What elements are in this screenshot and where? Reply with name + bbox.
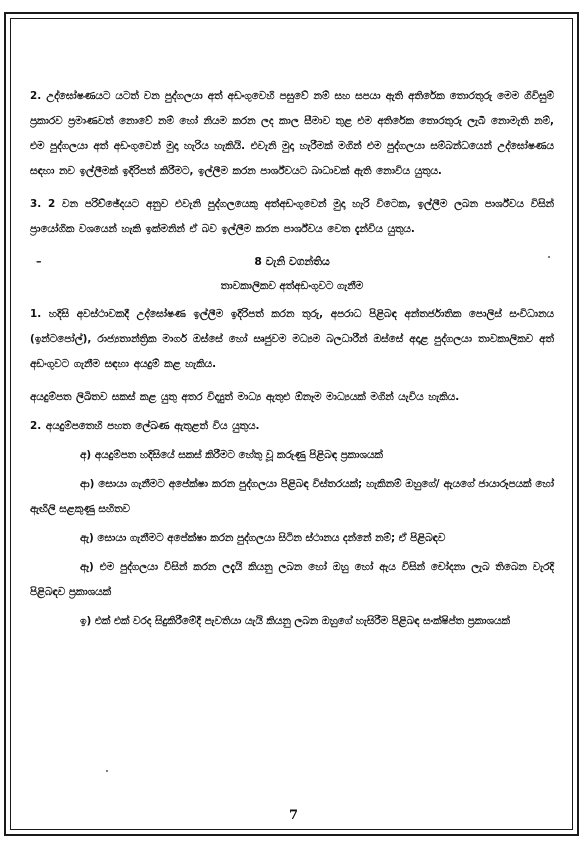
list-item: අ) අයදුම්පත හදිසියේ සකස් කිරීමට හේතු වූ කරුණු පිළිබඳ ප්‍රකාශයක් bbox=[80, 449, 383, 461]
article-paragraph-application: අයදුම්පත ලිඛිතව සකස් කළ යුතු අතර විද්‍යුත් මාධ්‍ය ඇතුළු ඕනෑම මාධ්‍යයක් මගින් යැවිය හැකිය. bbox=[30, 391, 460, 403]
paragraph-clause-3: 3. 2 වන පරිච්ඡේදයට අනුව එවැනි පුද්ගලයෙකු අත්අඩංගුවෙන් මුදා හැරි විටෙක, ඉල්ලීම ලබන පාර්ශ්වය විසින් ප්‍රායෝගික වශයෙන් හැකි ඉක්මනින් ඒ බව ඉල්ලීම කරන පාර්ශ්වය වෙත දැන්විය යුතුය. bbox=[30, 198, 554, 235]
document-body bbox=[30, 84, 554, 634]
article-paragraph-2: 2. අයදුම්පතෙහි පහත ලේඛණ ඇතුළත් විය යුතුය. bbox=[30, 420, 260, 432]
paragraph-clause-2: 2. උද්ඝෝෂණයට යටත් වන පුද්ගලයා අත් අඩංගුවෙහි පසුවේ නම් සහ සපයා ඇති අතිරේක තොරතුරු මෙම ගිවිසුම් ප්‍රකාරව ප්‍රමාණවත් නොවේ නම් හෝ නියම කරන ලද කාල සීමාව තුළ එම අතිරේක තොරතුරු ලැබී නොමැති නම්, එම පුද්ගලයා අත් අඩංගුවෙන් මුදා හැරිය හැකියි. එවැනි මුදා හැරීමක් මගින් එම පුද්ගලයා සම්බන්ධයෙන් උද්ඝෝෂණය සඳහා නව ඉල්ලීමක් ඉදිරිපත් කිරීමට, ඉල්ලීම කරන පාර්ශ්වයට බාධාවක් ඇති නොවිය යුතුය. bbox=[30, 90, 554, 177]
page-number: 7 bbox=[288, 808, 299, 823]
scan-speck bbox=[106, 770, 108, 772]
article-heading-row bbox=[30, 250, 554, 274]
article-subheading: තාවකාලිකව අත්අඩංගුවට ගැනීම bbox=[220, 280, 364, 292]
dash-mark: – bbox=[36, 255, 42, 268]
article-heading: 8 වැනි වගන්තිය bbox=[254, 255, 330, 268]
list-item: ඈ) එම පුද්ගලයා විසින් කරන ලදැයි කියනු ලබන හෝ ඔහු හෝ ඇය විසින් චෝදනා ලැබ තිබෙන වැරදි පිළිබඳව ප්‍රකාශයක් bbox=[30, 561, 554, 598]
list-item: ආ) සොයා ගැනීමට අපේක්ෂා කරන පුද්ගලයා පිළිබඳ විස්තරයක්; හැකිනම් ඔහුගේ/ ඇයගේ ජායාරූපයක් හෝ ඇඟිලි සළකුණු සහිතව bbox=[30, 478, 554, 515]
list-item: ඇ) සොයා ගැනීමට අපේක්ෂා කරන පුද්ගලයා සිටින ස්ථානය දන්නේ නම්; ඒ පිළිබඳව bbox=[80, 532, 446, 544]
list-item: ඉ) එක් එක් වරද සිදුකිරීමේදී පැවතියා යැයි කියනු ලබන ඔහුගේ හැසිරීම පිළිබඳ සංක්ෂිප්ත ප්‍රකාශයක් bbox=[80, 615, 510, 627]
article-paragraph-1: 1. හදිසි අවස්ථාවකදී උද්ඝෝෂණ ඉල්ලීම ඉදිරිපත් කරන තුරු, අපරාධ පිළිබඳ අන්තර්ජාතික පොලිස් සංවිධානය (ඉන්ටපෝල්), රාජ්‍යතාන්ත්‍රික මාර්ග ඔස්සේ හෝ සෘජුවම මධ්‍යම බලධාරීන් ඔස්සේ අදාළ පුද්ගලයා තාවකාලිකව අත් අඩංගුවට ගැනීම සඳහා අයදුම් කළ හැකිය. bbox=[30, 308, 554, 370]
